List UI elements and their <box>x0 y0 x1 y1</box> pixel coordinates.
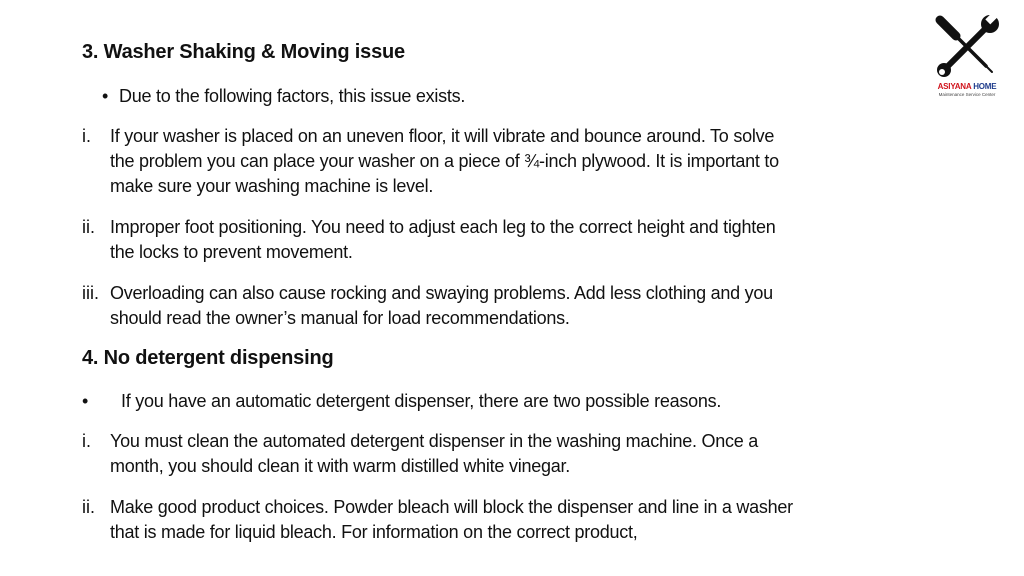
section4-bullet: • <box>82 391 89 411</box>
logo-brand-home: HOME <box>973 82 997 91</box>
section3-bullet: • <box>102 86 109 106</box>
section3-item3-marker: iii. <box>82 283 99 303</box>
section4-item1-line1: You must clean the automated detergent dispenser in the washing machine. Once a <box>110 431 759 451</box>
section3-item3-line1: Overloading can also cause rocking and swaying problems. Add less clothing and you <box>110 283 773 303</box>
section3-item3-line2: should read the owner’s manual for load recommendations. <box>110 308 570 328</box>
section4-item2-line1: Make good product choices. Powder bleach will block the dispenser and line in a washer <box>110 497 793 517</box>
section3-intro: Due to the following factors, this issue exists. <box>119 86 466 106</box>
asiyana-home-logo <box>930 12 1004 100</box>
section3-heading: 3. Washer Shaking & Moving issue <box>82 41 405 63</box>
section4-item1-marker: i. <box>82 431 91 451</box>
section3-item1-line2: the problem you can place your washer on a piece of ¾-inch plywood. It is important to <box>110 151 779 171</box>
section3-item1-marker: i. <box>82 126 91 146</box>
section4-intro: If you have an automatic detergent dispenser, there are two possible reasons. <box>121 391 722 411</box>
section3-item1-line1: If your washer is placed on an uneven floor, it will vibrate and bounce around. To solve <box>110 126 775 146</box>
section3-item2-line1: Improper foot positioning. You need to adjust each leg to the correct height and tighten <box>110 217 776 237</box>
section4-item2-line2: that is made for liquid bleach. For information on the correct product, <box>110 522 638 542</box>
logo-brand-text <box>930 82 1004 91</box>
logo-brand-asiyana: ASIYANA <box>937 82 972 91</box>
section4-item2-marker: ii. <box>82 497 95 517</box>
logo-tagline: Maintenance Service Center <box>938 92 996 97</box>
section3-item1-line3: make sure your washing machine is level. <box>110 176 434 196</box>
section3-item2-line2: the locks to prevent movement. <box>110 242 353 262</box>
crossed-tools-icon <box>930 12 1004 82</box>
section4-item1-line2: month, you should clean it with warm distilled white vinegar. <box>110 456 570 476</box>
section4-heading: 4. No detergent dispensing <box>82 347 334 369</box>
section3-item2-marker: ii. <box>82 217 95 237</box>
